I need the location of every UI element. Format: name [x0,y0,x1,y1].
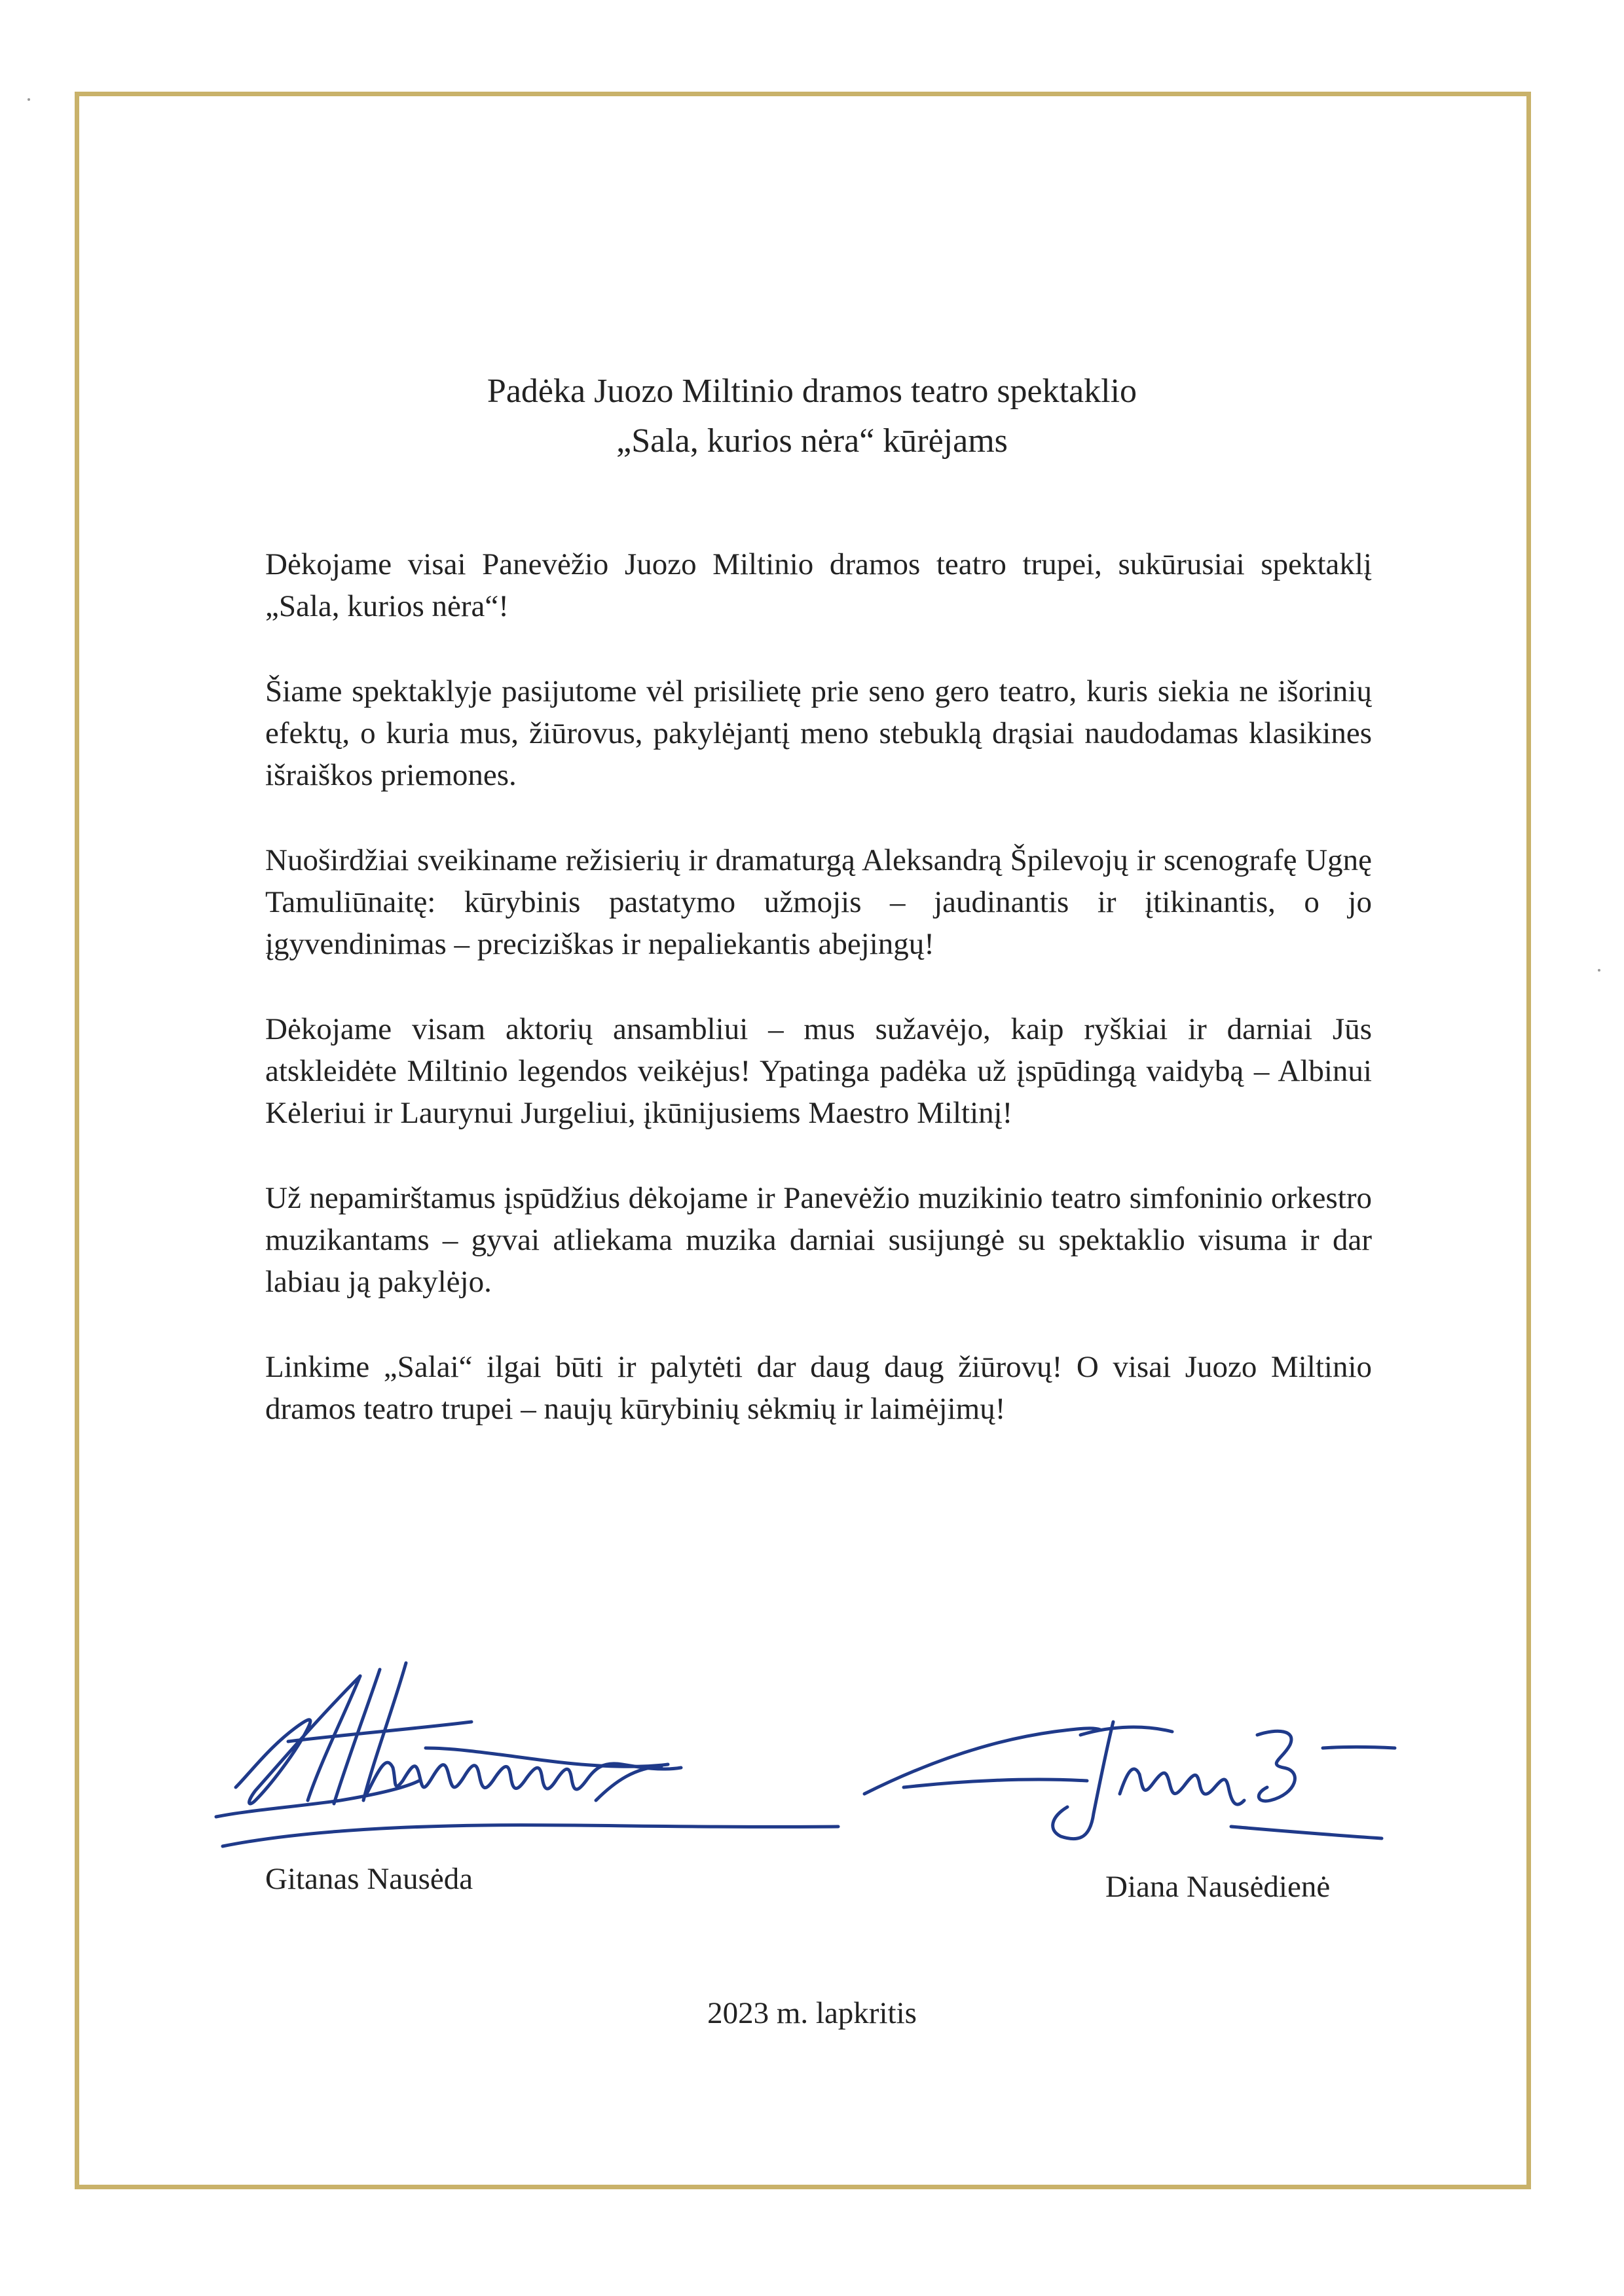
title-line-1: Padėka Juozo Miltinio dramos teatro spektaklio [487,373,1137,410]
paragraph-5: Už nepamirštamus įspūdžius dėkojame ir Panevėžio muzikinio teatro simfoninio orkestro muzikantams – gyvai atliekama muzika darniai susijungė su spektaklio visuma ir dar labiau ją pakylėjo. [265,1181,1372,1299]
paper-speck [1598,969,1600,972]
paragraph-4: Dėkojame visam aktorių ansambliui – mus sužavėjo, kaip ryškiai ir darniai Jūs atskleidėte Miltinio legendos veikėjus! Ypatinga padėka už įspūdingą vaidybą – Albinui Kėleriui ir Laurynui Jurgeliui, įkūnijusiems Maestro Miltinį! [265,1012,1372,1130]
signatory-right-name: Diana Nausėdienė [1105,1870,1331,1904]
signature-diana-nausediene-icon [864,1696,1421,1872]
paper-speck [28,98,30,101]
paragraph-3: Nuoširdžiai sveikiname režisierių ir dramaturgą Aleksandrą Špilevojų ir scenografę Ugnę Tamuliūnaitę: kūrybinis pastatymo užmojis – jaudinantis ir įtikinantis, o jo įgyvendinimas – preciziškas ir nepaliekantis abejingų! [265,843,1372,961]
paragraph-2: Šiame spektaklyje pasijutome vėl prisilietę prie seno gero teatro, kuris siekia ne išorinių efektų, o kuria mus, žiūrovus, pakylėjantį meno stebuklą drąsiai naudodamas klasikines išraiškos priemones. [265,674,1372,792]
signatory-left-name: Gitanas Nausėda [265,1862,473,1896]
letter-body [265,543,1372,1473]
signature-gitanas-nauseda-icon [210,1650,851,1866]
paragraph-6: Linkime „Salai“ ilgai būti ir palytėti dar daug daug žiūrovų! O visai Juozo Miltinio dramos teatro trupei – naujų kūrybinių sėkmių ir laimėjimų! [265,1350,1372,1426]
paragraph-1: Dėkojame visai Panevėžio Juozo Miltinio dramos teatro trupei, sukūrusiai spektaklį „Sala, kurios nėra“! [265,547,1372,623]
document-title [0,367,1624,466]
document-date: 2023 m. lapkritis [707,1996,917,2030]
title-line-2: „Sala, kurios nėra“ kūrėjams [616,422,1008,460]
